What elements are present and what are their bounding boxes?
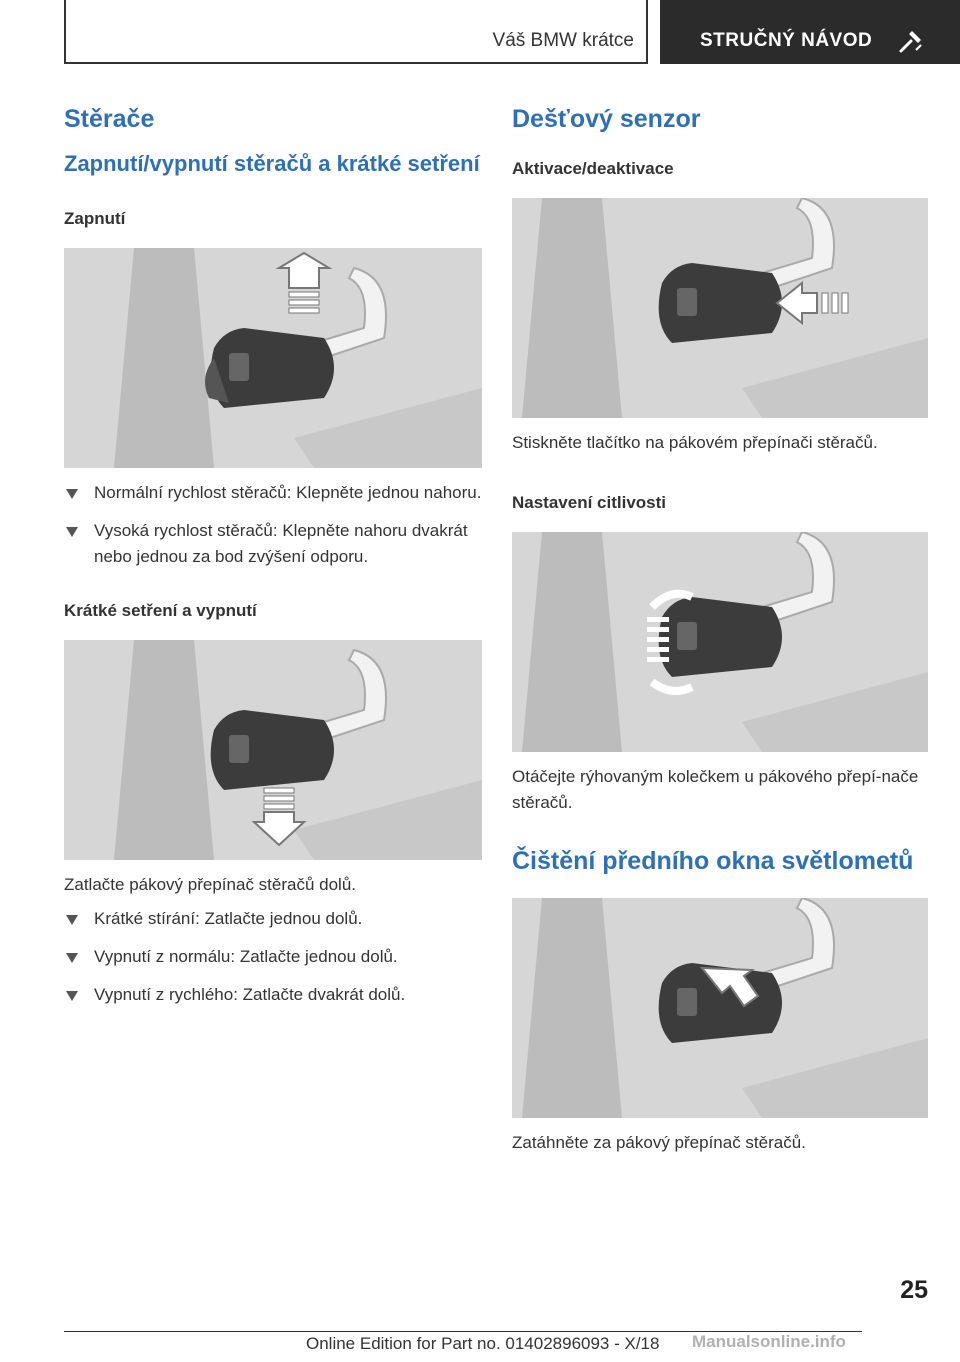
paragraph-pull-lever: Zatáhněte za pákový přepínač stěračů. [512, 1133, 806, 1152]
heading-switch-on: Zapnutí [64, 209, 126, 228]
list-item: Normální rychlost stěračů: Klepněte jednou nahoru. [64, 480, 482, 506]
tools-icon [898, 28, 924, 54]
triangle-bullet-icon [66, 489, 78, 499]
chapter-title: STRUČNÝ NÁVOD [700, 30, 873, 51]
triangle-bullet-icon [66, 527, 78, 537]
heading-sensitivity: Nastavení citlivosti [512, 493, 667, 512]
washer-lever-illustration [512, 898, 928, 1118]
sensitivity-wheel-illustration [512, 532, 928, 752]
wiper-lever-up-illustration [64, 248, 482, 468]
section-heading-washer: Čištění předního okna světlometů [512, 847, 914, 875]
list-item: Krátké stírání: Zatlačte jednou dolů. [64, 906, 482, 932]
footer-edition: Online Edition for Part no. 01402896093 - X/18 [306, 1334, 660, 1353]
triangle-bullet-icon [66, 991, 78, 1001]
triangle-bullet-icon [66, 915, 78, 925]
heading-short-wipe-off: Krátké setření a vypnutí [64, 601, 257, 620]
list-short-wipe-off [64, 906, 482, 1008]
list-switch-on [64, 480, 482, 570]
page-number: 25 [900, 1276, 928, 1304]
triangle-bullet-icon [66, 953, 78, 963]
list-item: Vypnutí z rychlého: Zatlačte dvakrát dolů. [64, 982, 482, 1008]
wiper-lever-down-illustration [64, 640, 482, 860]
list-item: Vysoká rychlost stěračů: Klepněte nahoru dvakrát nebo jednou za bod zvýšení odporu. [64, 518, 482, 570]
section-heading-wipers: Stěrače [64, 105, 155, 133]
header-left-box [64, 0, 648, 64]
right-column [512, 100, 928, 1156]
paragraph-turn-wheel: Otáčejte rýhovaným kolečkem u pákového přepí-nače stěračů. [512, 767, 919, 812]
rain-sensor-button-illustration [512, 198, 928, 418]
paragraph-push-down: Zatlačte pákový přepínač stěračů dolů. [64, 875, 356, 894]
paragraph-press-button: Stiskněte tlačítko na pákovém přepínači stěračů. [512, 433, 878, 452]
subsection-heading-wipers-onoff: Zapnutí/vypnutí stěračů a krátké setření [64, 151, 480, 176]
heading-activation: Aktivace/deaktivace [512, 159, 674, 178]
left-column [64, 100, 482, 1020]
watermark: Manualsonline.info [692, 1332, 846, 1351]
list-item: Vypnutí z normálu: Zatlačte jednou dolů. [64, 944, 482, 970]
header-right-box [660, 0, 960, 64]
section-heading-rain-sensor: Dešťový senzor [512, 105, 701, 133]
section-title: Váš BMW krátce [492, 30, 634, 51]
